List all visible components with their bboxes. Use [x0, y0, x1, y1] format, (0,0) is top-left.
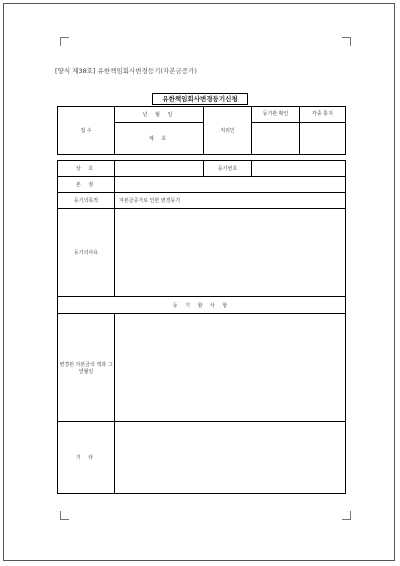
section-header: 등 기 할 사 항: [58, 297, 346, 314]
crop-mark-bottom-left: [60, 511, 69, 520]
form-header: [55, 66, 197, 75]
crop-mark-top-left: [60, 37, 69, 46]
crop-mark-top-right: [342, 37, 351, 46]
reception-table: [57, 106, 346, 155]
changed-capital-field[interactable]: [115, 314, 346, 422]
notice-label: 각종 통지: [300, 107, 346, 123]
head-office-label: 본 점: [58, 177, 115, 193]
head-office-field[interactable]: [115, 177, 346, 193]
registration-number-label: 등기번호: [204, 161, 252, 177]
trade-name-field[interactable]: [115, 161, 204, 177]
processor-label: 처리인: [204, 107, 252, 155]
registration-matters-field[interactable]: [115, 209, 346, 297]
other-label: 기 타: [58, 422, 115, 494]
form-title: 유한책임회사변경등기신청: [152, 93, 248, 105]
form-number: [양식 제38호]: [55, 67, 96, 75]
receipt-date-label: 년 월 일: [115, 107, 204, 123]
approver-cell[interactable]: [252, 123, 300, 155]
receipt-label: 접 수: [58, 107, 115, 155]
receipt-number-label: 제 호: [115, 123, 204, 155]
registration-matters-label: 등기의사유: [58, 209, 115, 297]
trade-name-label: 상 호: [58, 161, 115, 177]
registration-cause-value: 자본금증가로 인한 변경등기: [115, 193, 346, 209]
application-table: [57, 160, 346, 494]
approver-label: 등기관 확인: [252, 107, 300, 123]
changed-capital-label: 변경된 자본금의 액과 그 연월일: [58, 314, 115, 422]
other-field[interactable]: [115, 422, 346, 494]
notice-cell[interactable]: [300, 123, 346, 155]
crop-mark-bottom-right: [342, 511, 351, 520]
form-subtitle: 유한책임회사변경등기(자본금증가): [97, 67, 197, 75]
registration-number-field[interactable]: [252, 161, 346, 177]
registration-cause-label: 등기의목적: [58, 193, 115, 209]
